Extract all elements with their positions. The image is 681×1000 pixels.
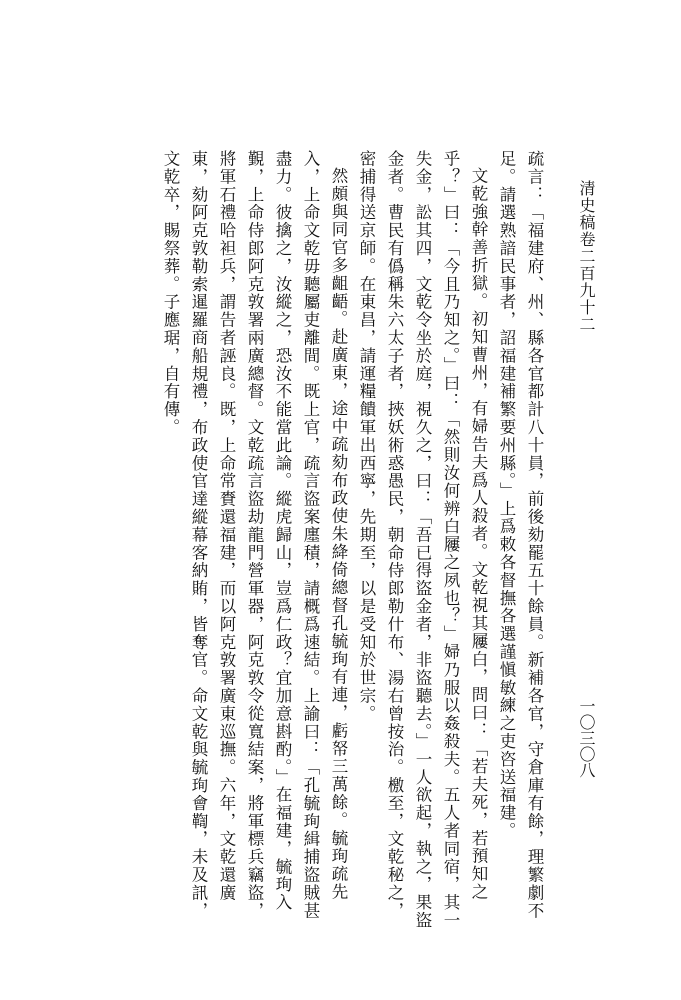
running-header-title: 清史稿卷二百九十二 (577, 180, 596, 333)
body-text (108, 150, 548, 935)
paragraph-2: 文乾強幹善折獄。初知曹州，有婦告夫爲人殺者。文乾視其屨白，問曰：「若夫死，若預知之乎？」曰：「今且乃知之。」曰：「然則汝何辨白屨之夙也？」婦乃服以姦殺夫。五人者同宿，其一失金，訟其四，文乾令坐於庭，視久之，曰：「吾已得盜金者，非盜聽去。」一人欲起，執之，果盜金者。曹民有僞稱朱六太子者，挾妖術惑愚民，朝命侍郎勒什布、湯右曾按治。檄至，文乾秘之，密捕得送京師。在東昌，請運糧饋軍出西寧，先期至，以是受知於世宗。 (357, 150, 488, 930)
paragraph-1: 疏言：「福建府、州、縣各官都計八十員，前後劾罷五十餘員。新補各官，守倉庫有餘，理繁劇不足。請選熟諳民事者，詔福建補繁要州縣。」上爲敕各督撫各選謹愼敏練之吏咨送福建。 (497, 150, 544, 920)
paragraph-3: 然頗與同官多齟齬。赴廣東，途中疏劾布政使朱絳倚總督孔毓珣有連，虧帑三萬餘。毓珣疏先入，上命文乾毋聽屬吏離間。既上官，疏言盜案廛積，請概爲速結。上諭曰：「孔毓珣緝捕盜賊甚盡力。彼擒之，汝縱之，恐汝不能當此論。縱虎歸山，豈爲仁政？宜加意斟酌。」在福建，毓珣入覲，上命侍郎阿克敦署兩廣總督。文乾疏言盜劫龍門營軍器，阿克敦令從寬結案，將軍標兵竊盜，將軍石禮哈袒兵，謂告者誣良。既，上命常賚還福建，而以阿克敦署廣東巡撫。六年，文乾還廣東，劾阿克敦勒索暹羅商船規禮，布政使官達縱幕客納賄，皆奪官。命文乾與毓珣會鞫，未及訊，文乾卒，賜祭葬。子應琚，自有傳。 (161, 150, 348, 920)
page-number: 一〇三〇八 (577, 698, 596, 778)
